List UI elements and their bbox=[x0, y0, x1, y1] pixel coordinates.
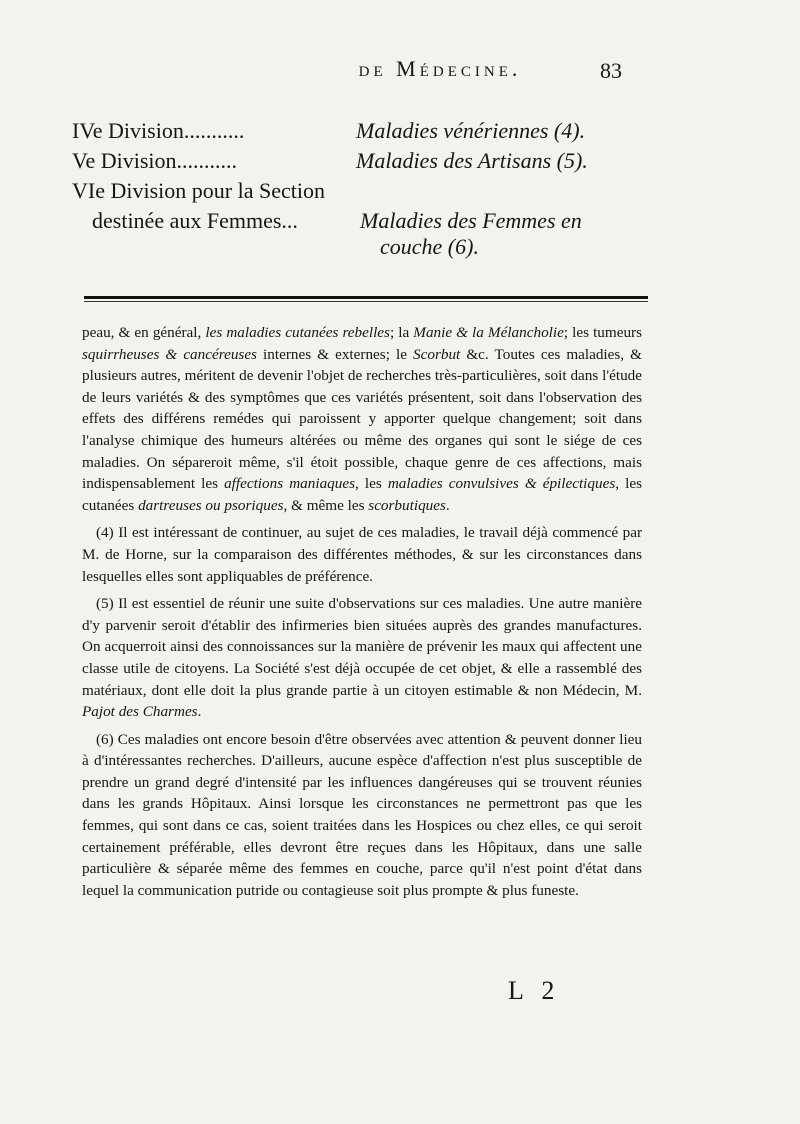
thin-rule bbox=[84, 301, 648, 302]
footnote-4: (4) Il est intéressant de continuer, au sujet de ces maladies, le travail déjà commencé par M. de Horne, sur la comparaison des différentes méthodes, & sur les circonstances dans lesquelles elles sont appliquables de préférence. bbox=[82, 524, 642, 585]
leader-dots: ... bbox=[281, 208, 298, 233]
division-title: Maladies des Femmes en bbox=[360, 208, 582, 233]
text-run-italic: Manie & la Mélancholie bbox=[413, 324, 564, 341]
text-run: ; les tumeurs bbox=[563, 324, 643, 341]
division-label: IVe Division bbox=[72, 118, 184, 143]
division-label: Ve Division bbox=[72, 148, 177, 173]
division-row-6b bbox=[92, 208, 582, 234]
text-run: . bbox=[445, 496, 450, 514]
leader-dots: ........... bbox=[183, 118, 245, 143]
text-run: &c. Toutes ces maladies, & plusieurs autres, méritent de devenir l'objet de recherches très-particulières, soit dans l'étude de leurs variétés & des symptômes que ces variétés présentent, soit dans l'observation des effets des différens remédes qui paroissent y apporter quelque changement; soit dans l'analyse chimique des humeurs altérées ou même des organes qui sont le siége de ces maladies. On sépareroit même, s'il étoit possible, chaque genre de ces affections, mais indispensablement les bbox=[82, 345, 642, 493]
text-run-italic: affections maniaques bbox=[224, 475, 355, 493]
footnotes-body bbox=[82, 322, 642, 907]
text-run: , les bbox=[355, 475, 388, 493]
footnote-6: (6) Ces maladies ont encore besoin d'être observées avec attention & peuvent donner lieu à d'intéressantes recherches. D'ailleurs, aucune espèce d'affection n'est plus susceptible de prendre un grand degré d'intensité par les influences dangéreuses qui se trouvent réunies dans les grands Hôpitaux. Ainsi lorsque les circonstances ne permettront pas que les femmes, qui sont dans ce cas, soient traitées dans les Hospices ou chez elles, ce qui seroit certainement préférable, elles devront être reçues dans les Hôpitaux, dans une salle particulière & séparée même des femmes en couche, parce qu'il n'est point d'état dans lequel la communication putride ou contagieuse soit plus prompte & plus funeste. bbox=[82, 730, 642, 899]
division-label: VIe Division pour la Section bbox=[72, 178, 325, 203]
text-run: peau, & en général, bbox=[82, 324, 206, 341]
text-run-italic: squirrheuses & cancéreuses bbox=[82, 345, 257, 363]
running-header: de Médecine. bbox=[358, 56, 522, 81]
division-title: Maladies vénériennes (4). bbox=[356, 118, 586, 143]
page-number: 83 bbox=[600, 58, 622, 83]
text-run: ; la bbox=[389, 324, 414, 341]
thick-rule bbox=[84, 296, 648, 299]
division-title: Maladies des Artisans (5). bbox=[356, 148, 588, 173]
footnote-5 bbox=[82, 593, 642, 723]
text-run: (5) Il est essentiel de réunir une suite d'observations sur ces maladies. Une autre manière d'y parvenir seroit d'établir des infirmeries bien situées auprès des grandes manufactures. On acquerroit ainsi des connoissances sur la manière de prévenir les maux qui affectent une classe utile de citoyens. La Société s'est déjà occupée de cet objet, & elle a rassemblé des matériaux, dont elle doit la plus grande partie à un citoyen estimable & non Médecin, M. bbox=[82, 595, 642, 699]
text-run-italic: dartreuses ou psoriques bbox=[138, 496, 284, 514]
leader-dots: ........... bbox=[176, 148, 237, 173]
text-run: . bbox=[197, 703, 202, 721]
text-run-italic: Scorbut bbox=[413, 345, 461, 363]
text-run-italic: scorbutiques bbox=[368, 496, 446, 514]
signature-mark: L 2 bbox=[508, 976, 561, 1005]
text-run: , & même les bbox=[283, 496, 369, 514]
division-row-6a bbox=[72, 178, 325, 204]
text-run: , les cutanées bbox=[82, 475, 642, 514]
division-label: destinée aux Femmes bbox=[92, 208, 282, 233]
text-run-italic: maladies convulsives & épilectiques bbox=[387, 475, 616, 493]
text-run-italic: Pajot des Charmes bbox=[82, 703, 198, 721]
division-row-5 bbox=[72, 148, 588, 174]
division-row-4 bbox=[72, 118, 586, 144]
text-run: internes & externes; le bbox=[256, 345, 414, 363]
division-title-continued: couche (6). bbox=[380, 234, 479, 259]
text-run-italic: les maladies cutanées rebelles bbox=[205, 324, 390, 341]
footnote-continuation bbox=[82, 322, 642, 516]
